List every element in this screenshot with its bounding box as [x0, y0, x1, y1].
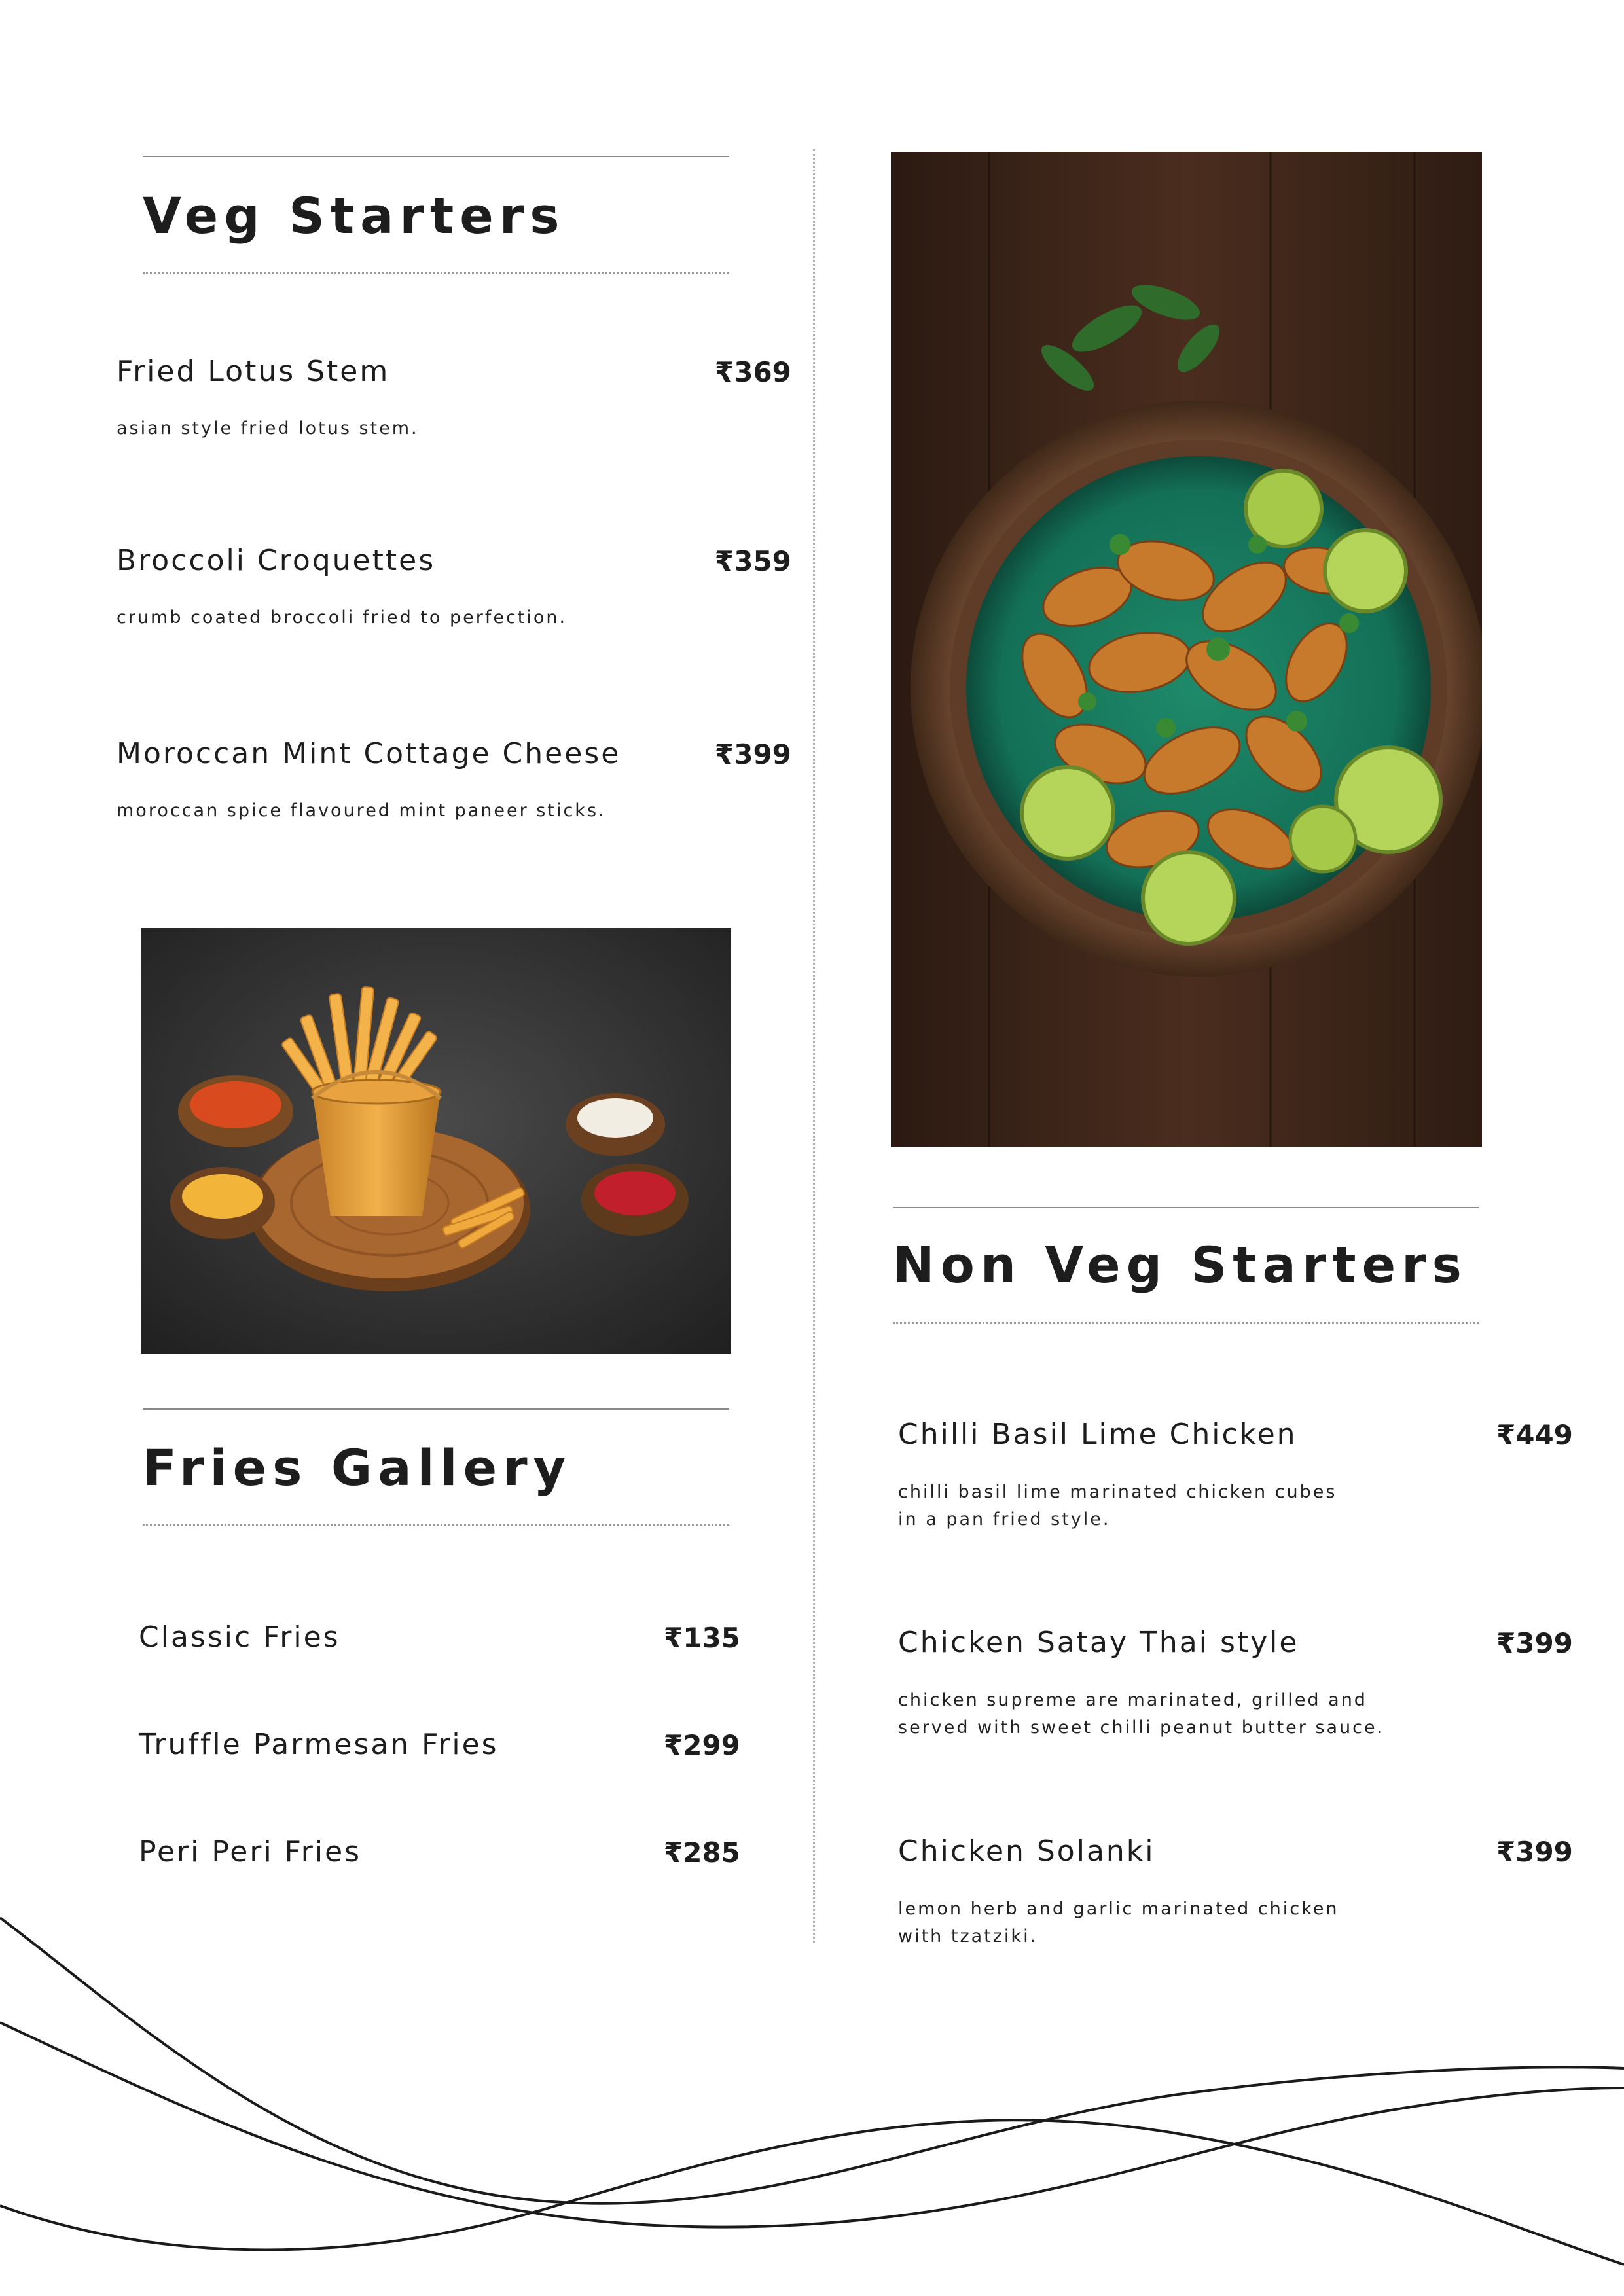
- item-name: Broccoli Croquettes: [117, 544, 436, 577]
- item-description: crumb coated broccoli fried to perfection.: [117, 607, 568, 628]
- nonveg-title-bottom-rule: [893, 1322, 1479, 1324]
- non-veg-starters-title: Non Veg Starters: [893, 1236, 1468, 1294]
- item-name: Classic Fries: [139, 1621, 340, 1654]
- veg-starters-title: Veg Starters: [143, 187, 566, 245]
- column-divider: [813, 149, 815, 1943]
- fries-photo: [141, 928, 731, 1354]
- potato-wedges-photo: [891, 152, 1482, 1147]
- nonveg-title-top-rule: [893, 1207, 1479, 1208]
- item-description: lemon herb and garlic marinated chicken with tzatziki.: [898, 1899, 1339, 1946]
- fries-title-bottom-rule: [143, 1524, 729, 1526]
- veg-title-top-rule: [143, 156, 729, 157]
- item-description: chicken supreme are marinated, grilled and served with sweet chilli peanut butter sauce.: [898, 1690, 1385, 1738]
- item-price: ₹135: [664, 1622, 740, 1654]
- item-price: ₹399: [715, 738, 791, 770]
- item-name: Truffle Parmesan Fries: [139, 1728, 499, 1761]
- veg-title-bottom-rule: [143, 272, 729, 274]
- item-price: ₹285: [664, 1837, 740, 1869]
- item-name: Moroccan Mint Cottage Cheese: [117, 737, 621, 770]
- fries-gallery-title: Fries Gallery: [143, 1439, 572, 1497]
- item-price: ₹449: [1496, 1419, 1573, 1451]
- item-description: chilli basil lime marinated chicken cubes in a pan fried style.: [898, 1482, 1337, 1530]
- fries-title-top-rule: [143, 1408, 729, 1410]
- item-price: ₹359: [715, 545, 791, 577]
- item-description: asian style fried lotus stem.: [117, 418, 419, 439]
- item-price: ₹399: [1496, 1627, 1573, 1659]
- item-name: Fried Lotus Stem: [117, 355, 390, 388]
- item-price: ₹369: [715, 356, 791, 388]
- item-price: ₹399: [1496, 1836, 1573, 1868]
- item-name: Peri Peri Fries: [139, 1835, 362, 1869]
- item-name: Chicken Solanki: [898, 1835, 1155, 1868]
- item-description: moroccan spice flavoured mint paneer sticks.: [117, 800, 606, 821]
- item-price: ₹299: [664, 1729, 740, 1761]
- item-name: Chicken Satay Thai style: [898, 1626, 1299, 1659]
- item-name: Chilli Basil Lime Chicken: [898, 1418, 1297, 1451]
- decorative-wave-lines: [0, 1898, 1624, 2296]
